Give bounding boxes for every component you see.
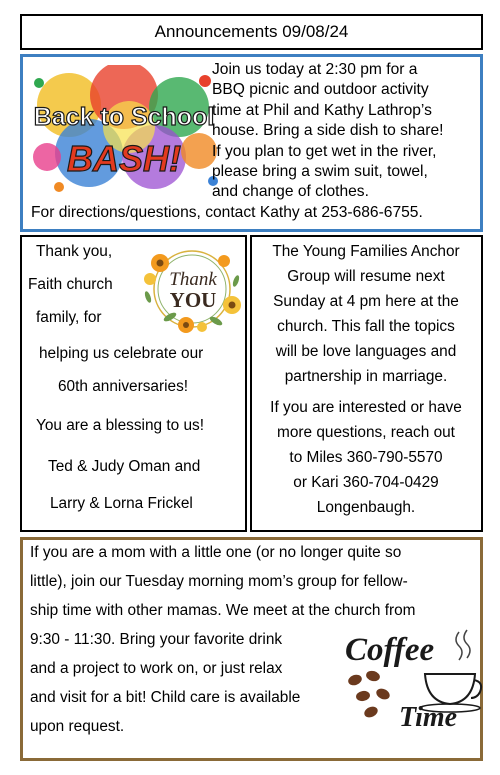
thank-you-floral-badge [140,245,244,333]
anchor-line: will be love languages and [275,343,457,360]
announcements-header [20,14,483,50]
thanks-line: family, for [36,309,102,326]
bash-line: house. Bring a side dish to share! [212,122,444,140]
moms-line: ship time with other mamas. We meet at the church from [30,602,416,619]
anchor-line: to Miles 360-790-5570 [289,449,443,466]
logo-text-bash: BASH! [67,138,181,179]
coffee-time-graphic [343,626,483,732]
anchor-line: church. This fall the topics [277,318,455,335]
thank-you-announcement [20,235,247,532]
badge-text-thank: Thank [169,269,217,290]
thanks-line: Ted & Judy Oman and [48,458,201,475]
moms-line: and visit for a bit! Child care is available [30,689,301,706]
time-word: Time [399,702,458,732]
bash-line: BBQ picnic and outdoor activity [212,81,429,99]
back-to-school-bash-logo [29,65,219,195]
badge-text-you: YOU [169,288,217,312]
moms-line: little), join our Tuesday morning mom’s group for fellow- [30,573,408,590]
thanks-line: Thank you, [36,243,113,260]
anchor-line: or Kari 360-704-0429 [293,474,439,491]
moms-line: and a project to work on, or just relax [30,660,283,677]
thanks-line: Larry & Lorna Frickel [50,495,193,512]
moms-group-announcement [20,537,483,761]
page-title: Announcements 09/08/24 [154,22,349,41]
logo-text-back-to-school: Back to School [33,103,215,131]
thanks-line: Faith church [28,276,113,293]
moms-line: 9:30 - 11:30. Bring your favorite drink [30,631,283,648]
thanks-line: helping us celebrate our [39,345,204,362]
anchor-line: Sunday at 4 pm here at the [273,293,459,310]
anchor-line: more questions, reach out [277,424,455,441]
anchor-line: Longenbaugh. [316,499,416,516]
moms-line: If you are a mom with a little one (or no longer quite so [30,544,402,561]
anchor-line: partnership in marriage. [284,368,448,385]
thanks-line: You are a blessing to us! [36,417,204,434]
moms-line: upon request. [30,718,125,735]
thanks-line: 60th anniversaries! [58,378,189,395]
anchor-line: Group will resume next [287,268,445,285]
anchor-line: The Young Families Anchor [272,243,460,260]
bash-line: please bring a swim suit, towel, [212,163,428,181]
young-families-anchor-group-announcement [250,235,483,532]
bash-line: Join us today at 2:30 pm for a [212,61,418,78]
bash-contact-info: For directions/questions, contact Kathy at 253-686-6755. [31,204,423,221]
coffee-word: Coffee [345,632,435,668]
bash-details [212,60,484,203]
bash-line: If you plan to get wet in the river, [212,142,437,160]
back-to-school-bash-announcement [20,54,483,232]
bash-line: and change of clothes. [212,183,369,201]
bash-line: time at Phil and Kathy Lathrop’s [212,101,432,119]
anchor-line: If you are interested or have [270,399,462,416]
